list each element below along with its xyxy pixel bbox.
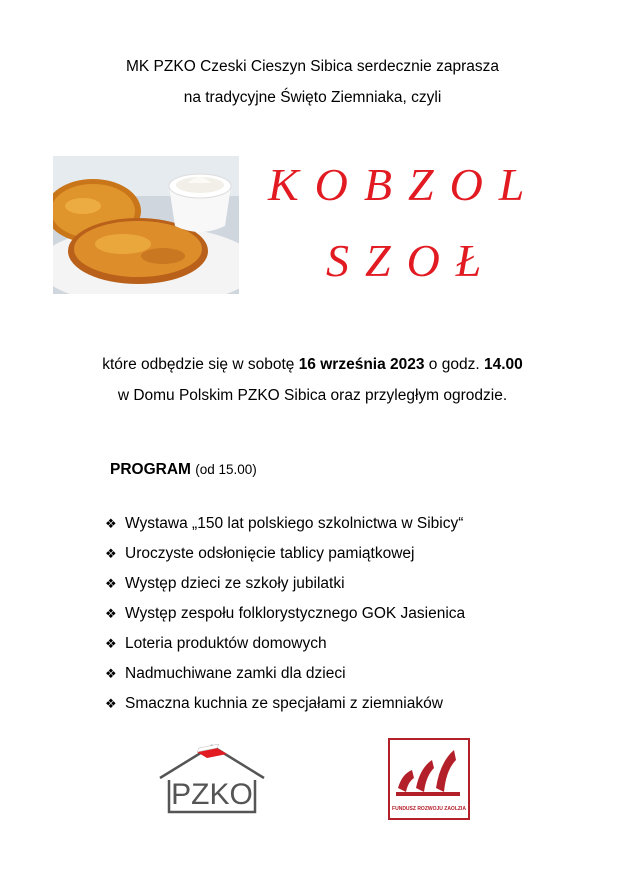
diamond-bullet-icon: ❖ xyxy=(105,546,117,561)
list-item xyxy=(105,635,465,665)
fundusz-logo-text: FUNDUSZ ROZWOJU ZAOLZIA xyxy=(392,806,466,812)
program-item-text: Nadmuchiwane zamki dla dzieci xyxy=(125,665,346,682)
diamond-bullet-icon: ❖ xyxy=(105,666,117,681)
program-time-note: (od 15.00) xyxy=(195,462,257,477)
list-item xyxy=(105,515,465,545)
event-line-mid: o godz. xyxy=(424,356,484,373)
intro-line-2: na tradycyjne Święto Ziemniaka, czyli xyxy=(183,89,442,106)
event-date-line xyxy=(0,356,625,374)
event-date: 16 września 2023 xyxy=(298,356,425,373)
program-item-text: Uroczyste odsłonięcie tablicy pamiątkowej xyxy=(125,545,415,562)
list-item xyxy=(105,575,465,605)
program-heading xyxy=(110,461,257,479)
program-item-text: Loteria produktów domowych xyxy=(125,635,327,652)
diamond-bullet-icon: ❖ xyxy=(105,696,117,711)
program-list xyxy=(105,515,465,725)
program-item-text: Występ zespołu folklorystycznego GOK Jasienica xyxy=(125,605,466,622)
potato-pancakes-photo xyxy=(53,156,239,294)
event-line-prefix: które odbędzie się w sobotę xyxy=(102,356,299,373)
title-line-1: KOBZOL xyxy=(268,159,541,210)
program-item-text: Wystawa „150 lat polskiego szkolnictwa w Sibicy“ xyxy=(125,515,464,532)
event-time: 14.00 xyxy=(483,356,523,373)
program-item-text: Występ dzieci ze szkoły jubilatki xyxy=(125,575,345,592)
list-item xyxy=(105,545,465,575)
program-item-text: Smaczna kuchnia ze specjałami z ziemniaków xyxy=(125,695,443,712)
diamond-bullet-icon: ❖ xyxy=(105,636,117,651)
diamond-bullet-icon: ❖ xyxy=(105,516,117,531)
program-title: PROGRAM xyxy=(110,461,191,478)
event-location-line: w Domu Polskim PZKO Sibica oraz przyległym ogrodzie. xyxy=(117,387,508,404)
intro-line-1: MK PZKO Czeski Cieszyn Sibica serdecznie zaprasza xyxy=(126,58,499,75)
list-item xyxy=(105,695,465,725)
list-item xyxy=(105,605,465,635)
diamond-bullet-icon: ❖ xyxy=(105,606,117,621)
pzko-logo xyxy=(155,740,270,820)
title-line-2: SZOŁ xyxy=(326,235,498,286)
list-item xyxy=(105,665,465,695)
diamond-bullet-icon: ❖ xyxy=(105,576,117,591)
fundusz-rozwoju-zaolzia-logo xyxy=(388,738,470,820)
pzko-logo-text: PZKO xyxy=(171,778,253,811)
